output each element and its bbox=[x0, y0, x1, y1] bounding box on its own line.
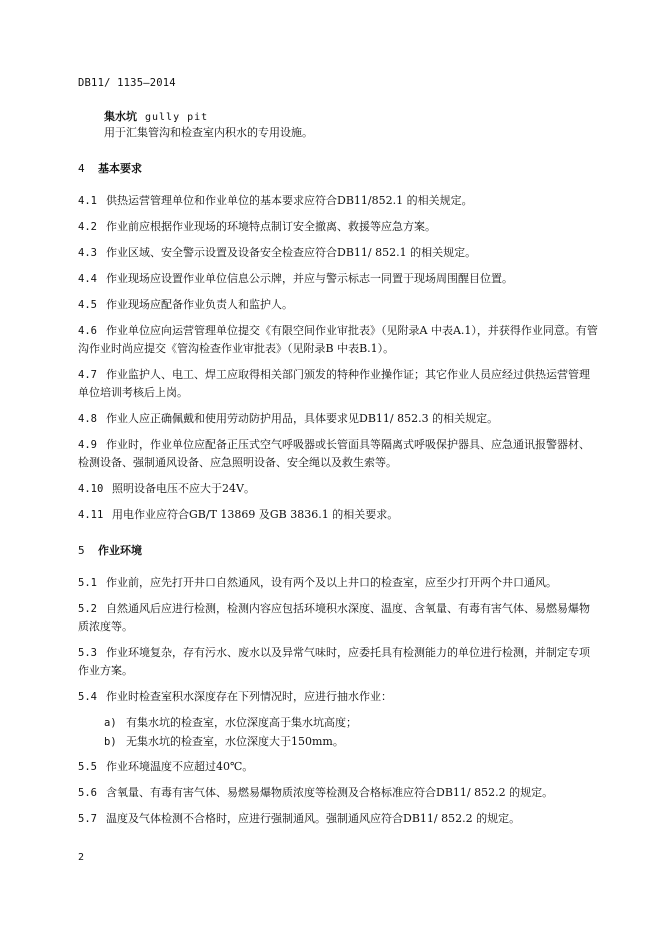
clause-5-7: 5.7 温度及气体检测不合格时，应进行强制通风。强制通风应符合DB11/ 852.2 的规定。 bbox=[78, 812, 521, 825]
clause-4-8: 4.8 作业人应正确佩戴和使用劳动防护用品，具体要求见DB11/ 852.3 的相关规定。 bbox=[78, 412, 499, 425]
section-heading-5: 5 作业环境 bbox=[78, 544, 142, 557]
clause-4-10: 4.10 照明设备电压不应大于24V。 bbox=[78, 482, 255, 495]
clause-5-1: 5.1 作业前，应先打开井口自然通风，设有两个及以上井口的检查室，应至少打开两个井口通风。 bbox=[78, 576, 557, 589]
term-chinese: 集水坑 bbox=[104, 110, 137, 123]
list-item-b: b) 无集水坑的检查室，水位深度大于150mm。 bbox=[104, 735, 344, 748]
term-entry bbox=[104, 108, 208, 124]
clause-5-5: 5.5 作业环境温度不应超过40℃。 bbox=[78, 760, 254, 773]
term-english: gully pit bbox=[145, 112, 209, 123]
clause-5-2: 5.2 自然通风后应进行检测，检测内容应包括环境积水深度、温度、含氧量、有毒有害气体、易燃易爆物质浓度等。 bbox=[78, 602, 590, 633]
clause-4-2: 4.2 作业前应根据作业现场的环境特点制订安全撤离、救援等应急方案。 bbox=[78, 220, 436, 233]
clause-5-3: 5.3 作业环境复杂，存有污水、废水以及异常气味时，应委托具有检测能力的单位进行检测，并制定专项作业方案。 bbox=[78, 646, 590, 677]
clause-4-4: 4.4 作业现场应设置作业单位信息公示牌，并应与警示标志一同置于现场周围醒目位置。 bbox=[78, 272, 513, 285]
clause-4-7: 4.7 作业监护人、电工、焊工应取得相关部门颁发的特种作业操作证；其它作业人员应经过供热运营管理单位培训考核后上岗。 bbox=[78, 368, 590, 399]
clause-4-3: 4.3 作业区域、安全警示设置及设备安全检查应符合DB11/ 852.1 的相关规定。 bbox=[78, 246, 477, 259]
page-number: 2 bbox=[78, 852, 85, 863]
term-definition: 用于汇集管沟和检查室内积水的专用设施。 bbox=[104, 126, 313, 139]
clause-4-6: 4.6 作业单位应向运营管理单位提交《有限空间作业审批表》（见附录A 中表A.1），并获得作业同意。有管沟作业时尚应提交《管沟检查作业审批表》（见附录B 中表B.1）。 bbox=[78, 324, 598, 355]
clause-4-11: 4.11 用电作业应符合GB/T 13869 及GB 3836.1 的相关要求。 bbox=[78, 508, 399, 521]
clause-4-1: 4.1 供热运营管理单位和作业单位的基本要求应符合DB11/852.1 的相关规定。 bbox=[78, 194, 473, 207]
clause-4-9: 4.9 作业时，作业单位应配备正压式空气呼吸器或长管面具等隔离式呼吸保护器具、应急通讯报警器材、检测设备、强制通风设备、应急照明设备、安全绳以及救生索等。 bbox=[78, 438, 590, 469]
clause-5-4: 5.4 作业时检查室积水深度存在下列情况时，应进行抽水作业： bbox=[78, 690, 392, 703]
clause-4-5: 4.5 作业现场应配备作业负责人和监护人。 bbox=[78, 298, 293, 311]
document-number-header: DB11/ 1135—2014 bbox=[78, 77, 176, 89]
section-heading-4: 4 基本要求 bbox=[78, 162, 142, 175]
list-item-a: a) 有集水坑的检查室，水位深度高于集水坑高度； bbox=[104, 716, 357, 729]
clause-5-6: 5.6 含氧量、有毒有害气体、易燃易爆物质浓度等检测及合格标准应符合DB11/ 852.2 的规定。 bbox=[78, 786, 554, 799]
